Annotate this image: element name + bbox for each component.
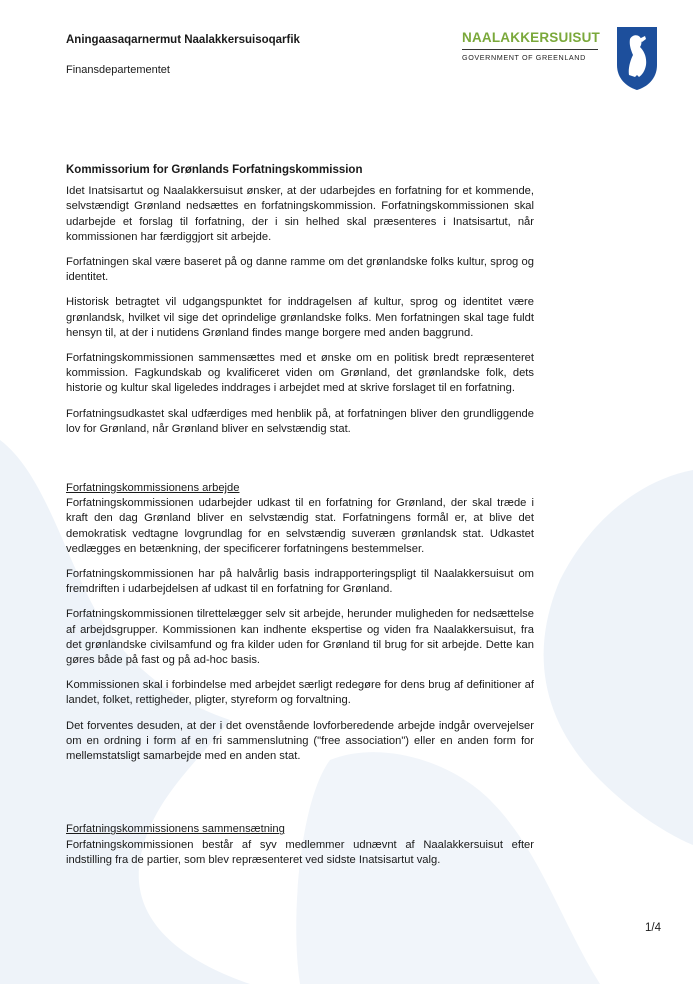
government-logo [462, 30, 602, 62]
document-body [66, 163, 534, 878]
section-heading-composition: Forfatningskommissionens sammensætning [66, 823, 285, 836]
section-paragraph: Det forventes desuden, at der i det ovenstående lovforberedende arbejde indgår overvejelser om en ordning i form af en fri sammenslutning ("free association") eller en anden form for mellemstatsligt samarbejde med en anden stat. [66, 719, 534, 763]
intro-paragraph: Historisk betragtet vil udgangspunktet for inddragelsen af kultur, sprog og identitet være grønlandsk, hvilket vil sige det oprindelige grønlandske folks. Men forfatningen skal tage fuldt hensyn til, at der i nutidens Grønland findes mange borgere med anden baggrund. [66, 296, 534, 339]
intro-paragraph: Forfatningen skal være baseret på og danne ramme om det grønlandske folks kultur, sprog og identitet. [66, 256, 534, 284]
section-paragraph: Forfatningskommissionen består af syv medlemmer udnævnt af Naalakkersuisut efter indstilling fra de partier, som blev repræsenteret ved sidste Inatsisartut valg. [66, 838, 534, 866]
section-heading-work: Forfatningskommissionens arbejde [66, 482, 240, 495]
section-paragraph: Kommissionen skal i forbindelse med arbejdet særligt redegøre for dens brug af definitioner af landet, folket, rettigheder, pligter, styreform og forvaltning. [66, 679, 534, 707]
logo-subtitle: GOVERNMENT OF GREENLAND [462, 53, 586, 62]
intro-paragraph: Forfatningsudkastet skal udfærdiges med henblik på, at forfatningen bliver den grundliggende lov for Grønland, når Grønland bliver en selvstændig stat. [66, 407, 534, 435]
section-spacer [66, 447, 534, 481]
logo-divider [462, 49, 598, 50]
section-paragraph: Forfatningskommissionen tilrettelægger selv sit arbejde, herunder muligheden for nedsættelse af arbejdsgrupper. Kommissionen kan indhente ekspertise og viden fra Naalakkersuisut, fra det grønlandske civilsamfund og fra kilder uden for Grønland til brug for sit arbejde. Dette kan gøres både på fast og på ad-hoc basis. [66, 608, 534, 667]
intro-paragraph: Idet Inatsisartut og Naalakkersuisut ønsker, at der udarbejdes en forfatning for et kommende, selvstændigt Grønland nedsættes en forfatningskommission. Forfatningskommissionen skal udarbejde et forslag til forfatning, der i sin helhed skal præsenteres i Inatsisartut, når kommissionen har færdiggjort sit arbejde. [66, 185, 534, 243]
department-name-greenlandic: Aningaasaqarnermut Naalakkersuisoqarfik [66, 34, 300, 46]
logo-name: NAALAKKERSUISUT [462, 30, 600, 45]
page-number: 1/4 [645, 922, 661, 934]
intro-paragraph: Forfatningskommissionen sammensættes med et ønske om en politisk bredt repræsenteret kommission. Fagkundskab og kvalificeret viden om Grønland, det grønlandske folk, dets historie og kultur skal ligeledes inddrages i arbejdet med at skrive forslaget til en forfatning. [66, 352, 534, 395]
section-paragraph: Forfatningskommissionen har på halvårlig basis indrapporteringspligt til Naalakkersuisut om fremdriften i udarbejdelsen af udkast til en forfatning for Grønland. [66, 568, 534, 596]
department-name-danish: Finansdepartementet [66, 64, 170, 76]
section-spacer [66, 774, 534, 822]
document-title: Kommissorium for Grønlands Forfatningskommission [66, 164, 363, 176]
polar-bear-shield-icon [615, 25, 659, 91]
department-header [66, 34, 300, 76]
section-paragraph: Forfatningskommissionen udarbejder udkast til en forfatning for Grønland, der skal træde i kraft den dag Grønland bliver en selvstændig stat. Forfatningens formål er, at blive det demokratisk vedtagne lovgrundlag for en selvstændig suveræn grønlandsk stat. Udkastet vedlægges en betænkning, der specificerer forfatningens bestemmelser. [66, 497, 534, 555]
